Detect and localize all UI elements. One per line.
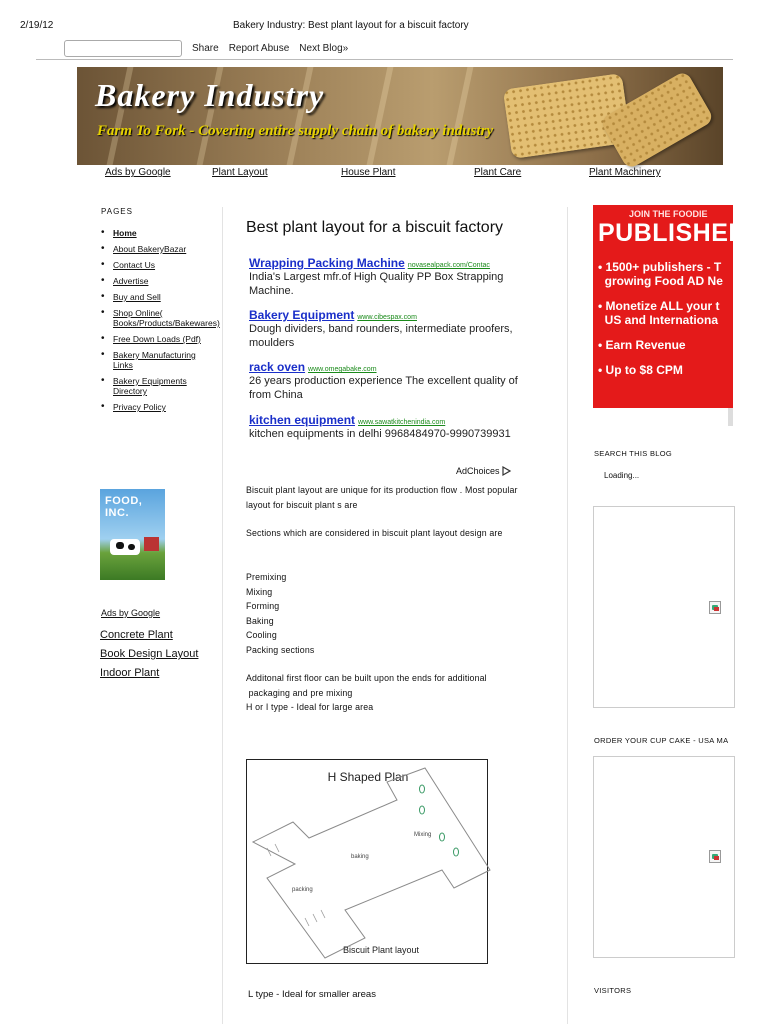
- adchoices-link[interactable]: [456, 466, 511, 476]
- list-item: [101, 402, 201, 412]
- publisher-ad-top: JOIN THE FOODIE: [629, 209, 708, 219]
- page-link-equipments[interactable]: Bakery Equipments Directory: [113, 376, 187, 396]
- ad-url[interactable]: novasealpack.com/Contac: [407, 262, 490, 269]
- page-link-about[interactable]: About BakeryBazar: [113, 244, 187, 254]
- page-link-home[interactable]: Home: [113, 228, 137, 238]
- banner-subtitle: Farm To Fork - Covering entire supply chain of bakery industry: [97, 123, 494, 139]
- visitors-heading: VISITORS: [594, 986, 632, 995]
- list-item: [101, 376, 201, 396]
- page-link-downloads[interactable]: Free Down Loads (Pdf): [113, 334, 201, 344]
- ad-description: India's Largest mfr.of High Quality PP Box Strapping Machine.: [249, 271, 504, 297]
- page-link-manufacturing[interactable]: Bakery Manufacturing Links: [113, 350, 196, 370]
- publisher-ad-line: • Up to $8 CPM: [598, 363, 683, 377]
- post-paragraph: [246, 671, 541, 715]
- diagram-label-packing: packing: [292, 887, 313, 893]
- publisher-ad-bullets: [598, 260, 768, 388]
- post-paragraph: Sections which are considered in biscuit plant layout design are: [246, 528, 503, 538]
- publisher-ad-line: • 1500+ publishers - T: [598, 260, 722, 274]
- column-divider: [222, 207, 223, 1024]
- ad-description: Dough dividers, band rounders, intermediate proofers, moulders: [249, 323, 513, 349]
- post-paragraph: Biscuit plant layout are unique for its production flow . Most popular layout for biscuit plant s are: [246, 485, 518, 510]
- top-ad-links: [105, 167, 725, 179]
- report-abuse-link[interactable]: Report Abuse: [228, 42, 290, 54]
- blog-banner[interactable]: [77, 67, 723, 165]
- ad-link-indoor-plant[interactable]: Indoor Plant: [100, 667, 160, 679]
- page-link-advertise[interactable]: Advertise: [113, 276, 149, 286]
- next-blog-link[interactable]: Next Blog»: [299, 42, 349, 54]
- diagram-caption: Biscuit Plant layout: [342, 945, 420, 955]
- ad-url[interactable]: www.cibespax.com: [357, 314, 417, 321]
- post-line: Additonal first floor can be built upon the ends for additional: [246, 673, 487, 683]
- publisher-ad-line: US and Internationa: [598, 313, 719, 327]
- diagram-label-baking: baking: [351, 854, 369, 860]
- post-title: Best plant layout for a biscuit factory: [246, 219, 504, 236]
- ad-headline[interactable]: rack oven: [249, 360, 306, 374]
- ad-headline[interactable]: Wrapping Packing Machine: [249, 256, 405, 270]
- page-link-shop[interactable]: Shop Online( Books/Products/Bakewares): [113, 308, 220, 328]
- search-widget-frame[interactable]: [593, 506, 735, 708]
- list-item: Packing sections: [246, 644, 315, 655]
- post-line: H or I type - Ideal for large area: [246, 702, 374, 712]
- ad-link-plant-machinery[interactable]: Plant Machinery: [589, 167, 661, 178]
- navbar-search-input[interactable]: [64, 40, 182, 57]
- navbar-divider: [36, 59, 733, 60]
- publisher-ad-title: PUBLISHER P: [598, 219, 772, 247]
- ad-link-plant-layout[interactable]: Plant Layout: [212, 167, 268, 178]
- ads-by-google-link[interactable]: Ads by Google: [105, 167, 171, 178]
- publisher-ad-line: growing Food AD Ne: [598, 274, 723, 288]
- list-item: [101, 228, 201, 238]
- text-ad[interactable]: [249, 308, 539, 350]
- banner-title: Bakery Industry: [95, 77, 325, 113]
- page-link-privacy[interactable]: Privacy Policy: [113, 402, 166, 412]
- list-item: [101, 308, 220, 328]
- list-item: [101, 350, 201, 370]
- loading-text: Loading...: [604, 471, 640, 480]
- page-link-contact[interactable]: Contact Us: [113, 260, 156, 270]
- ad-link-plant-care[interactable]: Plant Care: [474, 167, 522, 178]
- print-page-title: Bakery Industry: Best plant layout for a biscuit factory: [233, 20, 469, 31]
- publisher-ad-line: • Monetize ALL your t: [598, 299, 720, 313]
- diagram-title: H Shaped Plan: [327, 770, 409, 784]
- book-title: FOOD, INC.: [105, 495, 143, 519]
- list-item: Baking: [246, 615, 274, 626]
- book-cover-image[interactable]: [100, 489, 165, 580]
- adchoices-icon: [502, 466, 511, 476]
- plan-diagram: [247, 760, 487, 963]
- order-widget-frame[interactable]: [593, 756, 735, 958]
- column-divider: [567, 207, 568, 1024]
- list-item: [101, 276, 201, 286]
- list-item: [101, 292, 201, 302]
- post-line: packaging and pre mixing: [246, 687, 353, 698]
- ad-description: 26 years production experience The excellent quality of from China: [249, 375, 518, 401]
- list-item: Premixing: [246, 572, 287, 582]
- blogger-navbar: [64, 38, 358, 58]
- ad-link-book-design[interactable]: Book Design Layout: [100, 648, 199, 660]
- broken-image-icon: [709, 601, 721, 614]
- list-item: Cooling: [246, 630, 277, 640]
- print-header: [0, 20, 768, 34]
- text-ad[interactable]: [249, 360, 539, 402]
- publisher-ad-line: • Earn Revenue: [598, 338, 686, 352]
- list-item: Forming: [246, 601, 280, 611]
- order-cupcake-heading: ORDER YOUR CUP CAKE - USA MA: [594, 736, 729, 745]
- list-item: [101, 334, 201, 344]
- diagram-label-mixing: Mixing: [414, 832, 432, 838]
- print-date: 2/19/12: [20, 20, 54, 31]
- h-shaped-plan-image[interactable]: [246, 759, 488, 964]
- adchoices-label: AdChoices: [456, 466, 500, 476]
- ad-url[interactable]: www.sawatkitchenindia.com: [358, 419, 446, 426]
- text-ad[interactable]: [249, 256, 539, 298]
- ad-link-concrete-plant[interactable]: Concrete Plant: [100, 629, 173, 641]
- broken-image-icon: [709, 850, 721, 863]
- ad-link-house-plant[interactable]: House Plant: [341, 167, 396, 178]
- publisher-ad-banner[interactable]: [593, 205, 772, 408]
- pages-list: [101, 228, 220, 418]
- left-ad-links: [100, 626, 198, 683]
- ad-info-icon[interactable]: [728, 408, 733, 426]
- ad-headline[interactable]: Bakery Equipment: [249, 308, 355, 322]
- list-item: Mixing: [246, 586, 273, 597]
- pages-heading: PAGES: [101, 207, 133, 216]
- ad-url[interactable]: www.omegabake.com: [308, 366, 377, 373]
- list-item: [101, 260, 201, 270]
- text-ad[interactable]: [249, 413, 539, 441]
- page-link-buy-sell[interactable]: Buy and Sell: [113, 292, 161, 302]
- ad-headline[interactable]: kitchen equipment: [249, 413, 356, 427]
- search-blog-heading: SEARCH THIS BLOG: [594, 449, 673, 458]
- list-item: [101, 244, 201, 254]
- sections-list: [246, 570, 541, 657]
- post-paragraph: L type - Ideal for smaller areas: [248, 989, 376, 1000]
- left-ads-by-google[interactable]: Ads by Google: [101, 608, 161, 618]
- share-link[interactable]: Share: [192, 42, 219, 54]
- ad-description: kitchen equipments in delhi 9968484970-9990739931: [249, 428, 511, 440]
